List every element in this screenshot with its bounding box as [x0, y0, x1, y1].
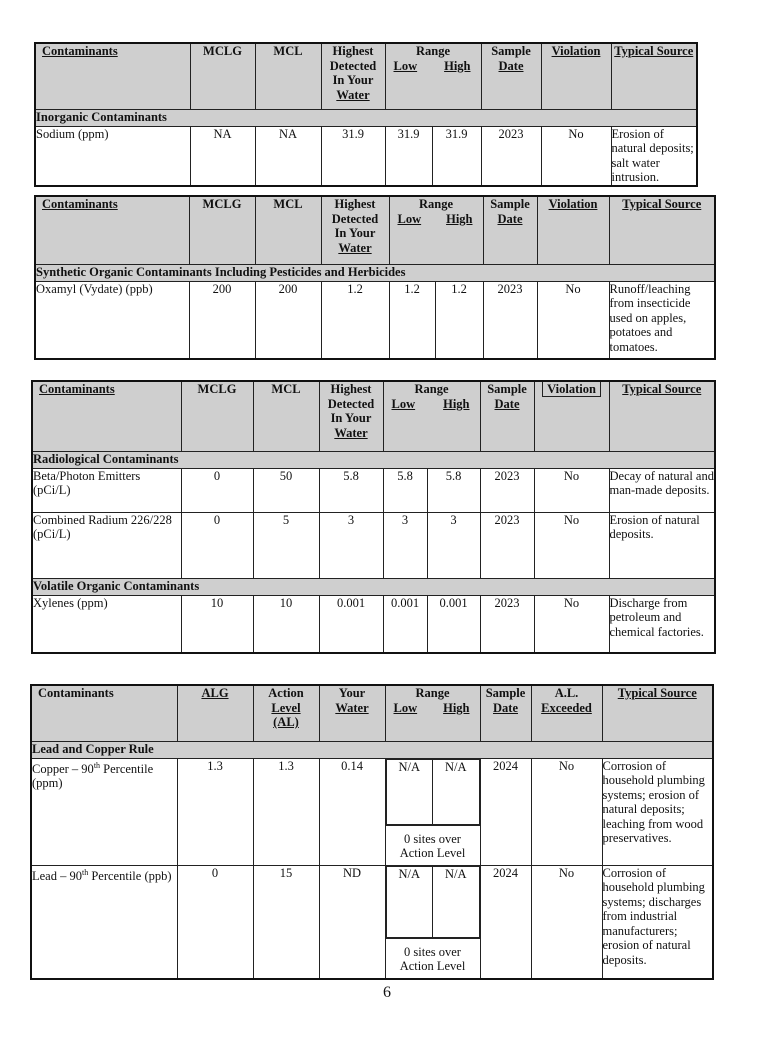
- table-cell: Erosion of natural deposits; salt water intrusion.: [611, 126, 697, 186]
- table-cell: 5.8: [383, 468, 427, 512]
- table-cell: NA: [190, 126, 255, 186]
- header-contaminants: Contaminants: [31, 685, 177, 741]
- table-cell: N/A: [386, 759, 433, 824]
- header-mcl: MCL: [255, 43, 321, 109]
- table-row: [31, 865, 713, 979]
- header-typical-source: Typical Source: [609, 381, 715, 451]
- header-sample-date: Sample Date: [481, 43, 541, 109]
- table-cell: 5.8: [427, 468, 480, 512]
- table-cell: Oxamyl (Vydate) (ppb): [35, 281, 189, 359]
- header-violation: Violation: [537, 196, 609, 264]
- section-row: [32, 578, 715, 595]
- table-cell: 50: [253, 468, 319, 512]
- header-action-level: Action Level (AL): [253, 685, 319, 741]
- table-row: [31, 758, 713, 865]
- table-cell: Decay of natural and man-made deposits.: [609, 468, 715, 512]
- table-cell: 3: [427, 512, 480, 578]
- table-cell: 1.2: [389, 281, 435, 359]
- table-cell: No: [534, 595, 609, 653]
- table-cell: Corrosion of household plumbing systems; discharges from industrial manufacturers; erosion of natural deposits.: [602, 865, 713, 979]
- table-cell: Xylenes (ppm): [32, 595, 181, 653]
- contaminant-name: Copper – 90th Percentile (ppm): [31, 758, 177, 865]
- radiological-voc-table: [31, 380, 716, 654]
- table-cell: No: [531, 758, 602, 865]
- sites-over-action-level: 0 sites over Action Level: [386, 938, 480, 978]
- table-cell: No: [531, 865, 602, 979]
- header-mcl: MCL: [253, 381, 319, 451]
- table-cell: 5.8: [319, 468, 383, 512]
- table-cell: Combined Radium 226/228 (pCi/L): [32, 512, 181, 578]
- table-cell: 15: [253, 865, 319, 979]
- header-mclg: MCLG: [190, 43, 255, 109]
- table-cell: 0.001: [383, 595, 427, 653]
- header-highest-detected: Highest Detected In Your Water: [321, 43, 385, 109]
- table-cell: 0.14: [319, 758, 385, 865]
- table-cell: No: [537, 281, 609, 359]
- header-sample-date: Sample Date: [480, 685, 531, 741]
- section-row: [32, 451, 715, 468]
- table-cell: Inorganic Contaminants: [35, 109, 697, 126]
- page-number: 6: [383, 984, 391, 1001]
- header-typical-source: Typical Source: [609, 196, 715, 264]
- header-highest-detected: Highest Detected In Your Water: [321, 196, 389, 264]
- contaminant-name: Lead – 90th Percentile (ppb): [31, 865, 177, 979]
- range-cell: [385, 758, 480, 865]
- header-range: Range Low High: [383, 381, 480, 451]
- section-row: [31, 741, 713, 758]
- table-cell: 2024: [480, 758, 531, 865]
- table-row: [32, 468, 715, 512]
- synthetic-organic-contaminants-table: [34, 195, 716, 360]
- table-cell: 1.2: [321, 281, 389, 359]
- header-contaminants: Contaminants: [32, 381, 181, 451]
- header-range: Range Low High: [389, 196, 483, 264]
- table-cell: 1.3: [177, 758, 253, 865]
- table-row: [35, 281, 715, 359]
- table-cell: 0: [181, 468, 253, 512]
- header-range: Range Low High: [385, 685, 480, 741]
- sites-over-action-level: 0 sites over Action Level: [386, 825, 480, 865]
- table-cell: Beta/Photon Emitters (pCi/L): [32, 468, 181, 512]
- table-cell: 0: [181, 512, 253, 578]
- table-cell: 2023: [481, 126, 541, 186]
- header-typical-source: Typical Source: [602, 685, 713, 741]
- table-cell: Runoff/leaching from insecticide used on apples, potatoes and tomatoes.: [609, 281, 715, 359]
- header-contaminants: Contaminants: [35, 43, 190, 109]
- table-cell: NA: [255, 126, 321, 186]
- table-cell: 200: [189, 281, 255, 359]
- table-cell: 3: [383, 512, 427, 578]
- header-your-water: Your Water: [319, 685, 385, 741]
- table-cell: 10: [181, 595, 253, 653]
- table-cell: No: [534, 512, 609, 578]
- table-cell: Corrosion of household plumbing systems; erosion of natural deposits; leaching from wood preservatives.: [602, 758, 713, 865]
- header-typical-source: Typical Source: [611, 43, 697, 109]
- table-cell: Erosion of natural deposits.: [609, 512, 715, 578]
- table-cell: N/A: [433, 759, 480, 824]
- table-cell: Lead and Copper Rule: [31, 741, 713, 758]
- table-cell: N/A: [386, 866, 433, 937]
- range-cell: [385, 865, 480, 979]
- inorganic-contaminants-table: [34, 42, 698, 187]
- table-cell: 2023: [480, 512, 534, 578]
- table-cell: 0.001: [319, 595, 383, 653]
- table-cell: Discharge from petroleum and chemical factories.: [609, 595, 715, 653]
- table-cell: 0.001: [427, 595, 480, 653]
- table-cell: 2023: [480, 595, 534, 653]
- header-highest-detected: Highest Detected In Your Water: [319, 381, 383, 451]
- table-cell: 2023: [480, 468, 534, 512]
- header-sample-date: Sample Date: [480, 381, 534, 451]
- table-cell: 2023: [483, 281, 537, 359]
- table-cell: 3: [319, 512, 383, 578]
- section-row: [35, 264, 715, 281]
- table-cell: N/A: [433, 866, 480, 937]
- table-cell: 31.9: [385, 126, 432, 186]
- header-violation: Violation: [541, 43, 611, 109]
- header-sample-date: Sample Date: [483, 196, 537, 264]
- header-al-exceeded: A.L. Exceeded: [531, 685, 602, 741]
- table-cell: 10: [253, 595, 319, 653]
- table-cell: Radiological Contaminants: [32, 451, 715, 468]
- table-cell: Volatile Organic Contaminants: [32, 578, 715, 595]
- header-mclg: MCLG: [181, 381, 253, 451]
- table-cell: 2024: [480, 865, 531, 979]
- table-cell: 31.9: [432, 126, 481, 186]
- table-cell: No: [534, 468, 609, 512]
- header-mcl: MCL: [255, 196, 321, 264]
- table-cell: ND: [319, 865, 385, 979]
- header-contaminants: Contaminants: [35, 196, 189, 264]
- table-cell: Synthetic Organic Contaminants Including Pesticides and Herbicides: [35, 264, 715, 281]
- table-row: [32, 595, 715, 653]
- table-cell: 0: [177, 865, 253, 979]
- table-cell: 1.2: [435, 281, 483, 359]
- table-cell: 1.3: [253, 758, 319, 865]
- header-range: Range Low High: [385, 43, 481, 109]
- table-cell: No: [541, 126, 611, 186]
- table-cell: 5: [253, 512, 319, 578]
- table-row: [32, 512, 715, 578]
- table-cell: 31.9: [321, 126, 385, 186]
- header-alg: ALG: [177, 685, 253, 741]
- header-violation: Violation: [534, 381, 609, 451]
- table-row: [35, 126, 697, 186]
- table-cell: 200: [255, 281, 321, 359]
- header-mclg: MCLG: [189, 196, 255, 264]
- table-cell: Sodium (ppm): [35, 126, 190, 186]
- section-row: [35, 109, 697, 126]
- lead-copper-table: [30, 684, 714, 980]
